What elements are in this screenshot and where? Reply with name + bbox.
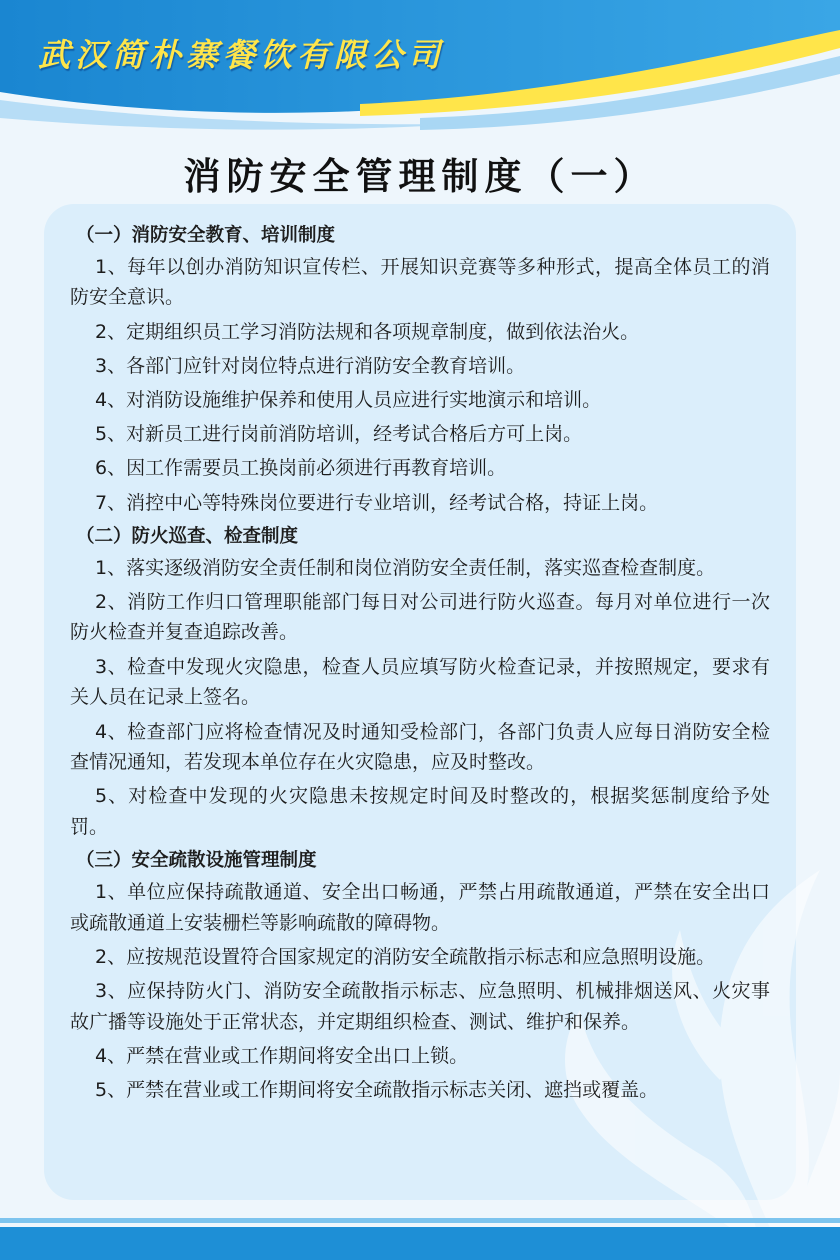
list-item: 3、检查中发现火灾隐患，检查人员应填写防火检查记录，并按照规定，要求有关人员在记录上签名。 xyxy=(70,655,770,709)
list-item: 2、消防工作归口管理职能部门每日对公司进行防火巡查。每月对单位进行一次防火检查并复查追踪改善。 xyxy=(70,590,770,644)
list-item: 4、对消防设施维护保养和使用人员应进行实地演示和培训。 xyxy=(95,389,602,412)
list-item: 5、严禁在营业或工作期间将安全疏散指示标志关闭、遮挡或覆盖。 xyxy=(95,1079,659,1102)
list-item: 1、落实逐级消防安全责任制和岗位消防安全责任制，落实巡查检查制度。 xyxy=(95,556,716,579)
list-item: 3、应保持防火门、消防安全疏散指示标志、应急照明、机械排烟送风、火灾事故广播等设施处于正常状态，并定期组织检查、测试、维护和保养。 xyxy=(70,980,770,1033)
list-item: 5、对检查中发现的火灾隐患未按规定时间及时整改的，根据奖惩制度给予处罚。 xyxy=(70,785,770,839)
footer-bar xyxy=(0,1227,840,1260)
regulation-content xyxy=(70,221,770,1109)
page-title: 消防安全管理制度（一） xyxy=(183,155,657,198)
list-item: 7、消控中心等特殊岗位要进行专业培训，经考试合格，持证上岗。 xyxy=(95,491,659,514)
list-item: 1、每年以创办消防知识宣传栏、开展知识竞赛等多种形式，提高全体员工的消防安全意识。 xyxy=(70,255,770,309)
section-heading: （二）防火巡查、检查制度 xyxy=(76,525,299,547)
list-item: 4、严禁在营业或工作期间将安全出口上锁。 xyxy=(95,1045,469,1068)
list-item: 4、检查部门应将检查情况及时通知受检部门，各部门负责人应每日消防安全检查情况通知，若发现本单位存在火灾隐患，应及时整改。 xyxy=(70,720,770,774)
section-heading: （一）消防安全教育、培训制度 xyxy=(76,225,336,246)
list-item: 2、定期组织员工学习消防法规和各项规章制度，做到依法治火。 xyxy=(95,320,640,343)
list-item: 2、应按规范设置符合国家规定的消防安全疏散指示标志和应急照明设施。 xyxy=(95,945,716,968)
list-item: 6、因工作需要员工换岗前必须进行再教育培训。 xyxy=(95,457,507,480)
list-item: 3、各部门应针对岗位特点进行消防安全教育培训。 xyxy=(95,354,526,377)
company-name: 武汉简朴寨餐饮有限公司 xyxy=(38,36,446,74)
footer-accent-line xyxy=(0,1218,840,1223)
list-item: 5、对新员工进行岗前消防培训，经考试合格后方可上岗。 xyxy=(95,423,583,446)
list-item: 1、单位应保持疏散通道、安全出口畅通，严禁占用疏散通道，严禁在安全出口或疏散通道上安装栅栏等影响疏散的障碍物。 xyxy=(70,881,770,934)
section-heading: （三）安全疏散设施管理制度 xyxy=(76,850,317,872)
